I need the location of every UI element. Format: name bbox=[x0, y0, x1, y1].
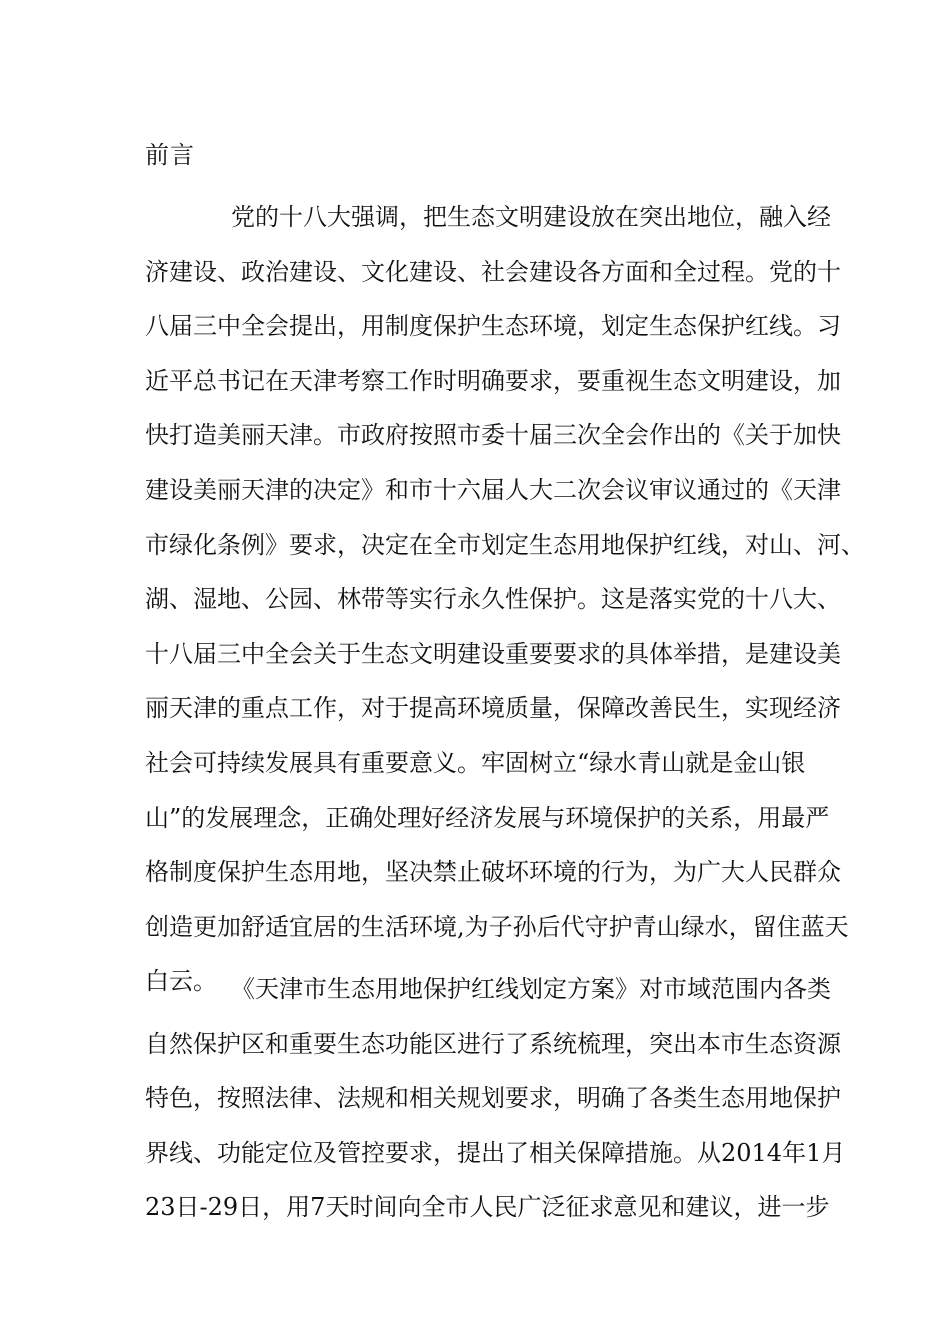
paragraph-line: 特色，按照法律、法规和相关规划要求，明确了各类生态用地保护 bbox=[145, 1084, 841, 1113]
paragraph-line: 自然保护区和重要生态功能区进行了系统梳理，突出本市生态资源 bbox=[145, 1029, 841, 1058]
paragraph-line: 八届三中全会提出，用制度保护生态环境，划定生态保护红线。习 bbox=[145, 312, 841, 341]
paragraph-line: 建设美丽天津的决定》和市十六届人大二次会议审议通过的《天津 bbox=[145, 475, 841, 504]
paragraph-line: 市绿化条例》要求，决定在全市划定生态用地保护红线，对山、河、 bbox=[145, 530, 865, 559]
paragraph-line: 社会可持续发展具有重要意义。牢固树立“绿水青山就是金山银 bbox=[145, 748, 806, 777]
paragraph-line: 23日-29日，用7天时间向全市人民广泛征求意见和建议，进一步 bbox=[145, 1193, 830, 1222]
paragraph-line: 济建设、政治建设、文化建设、社会建设各方面和全过程。党的十 bbox=[145, 257, 841, 286]
section-heading: 前言 bbox=[145, 141, 195, 169]
paragraph-1 bbox=[145, 190, 865, 1009]
paragraph-line: 十八届三中全会关于生态文明建设重要要求的具体举措，是建设美 bbox=[145, 639, 841, 668]
paragraph-line: 《天津市生态用地保护红线划定方案》对市域范围内各类 bbox=[231, 975, 831, 1003]
paragraph-line: 格制度保护生态用地，坚决禁止破坏环境的行为，为广大人民群众 bbox=[145, 858, 841, 887]
paragraph-line: 创造更加舒适宜居的生活环境,为子孙后代守护青山绿水，留住蓝天 bbox=[145, 912, 849, 941]
paragraph-2 bbox=[145, 962, 846, 1235]
paragraph-line: 白云。 bbox=[145, 967, 217, 996]
paragraph-line: 湖、湿地、公园、林带等实行永久性保护。这是落实党的十八大、 bbox=[145, 585, 841, 614]
paragraph-line: 丽天津的重点工作，对于提高环境质量，保障改善民生，实现经济 bbox=[145, 694, 841, 723]
paragraph-line: 快打造美丽天津。市政府按照市委十届三次全会作出的《关于加快 bbox=[145, 421, 841, 450]
paragraph-line: 山”的发展理念，正确处理好经济发展与环境保护的关系，用最严 bbox=[145, 803, 830, 832]
paragraph-line: 近平总书记在天津考察工作时明确要求，要重视生态文明建设，加 bbox=[145, 366, 841, 395]
paragraph-line: 党的十八大强调，把生态文明建设放在突出地位，融入经 bbox=[231, 203, 831, 231]
paragraph-line: 界线、功能定位及管控要求，提出了相关保障措施。从2014年1月 bbox=[145, 1138, 846, 1167]
